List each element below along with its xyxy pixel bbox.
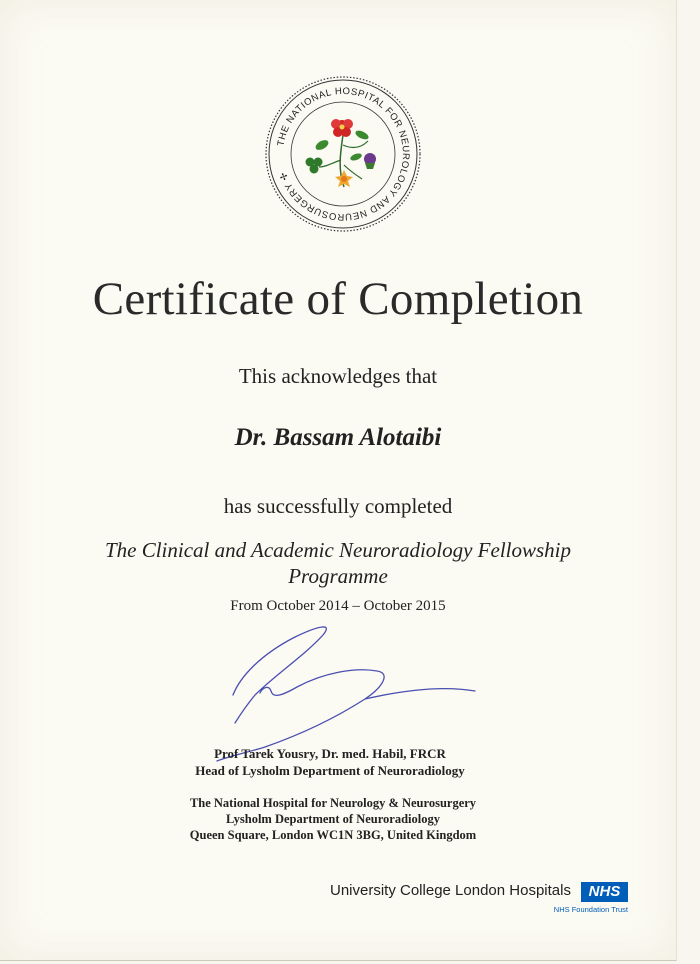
- ucl-hospitals-label: University College London Hospitals: [330, 882, 571, 899]
- programme-name: The Clinical and Academic Neuroradiology Fellowship Programme: [104, 538, 572, 588]
- seal-ring-text: THE NATIONAL HOSPITAL FOR NEUROLOGY AND NEUROSURGERY ✢: [275, 85, 412, 223]
- certificate-title: Certificate of Completion: [92, 273, 584, 325]
- nhs-footer-logo: [330, 880, 630, 920]
- acknowledges-text: This acknowledges that: [238, 364, 438, 388]
- completed-text: has successfully completed: [223, 494, 453, 518]
- hospital-line-1: The National Hospital for Neurology & Neurosurgery: [189, 796, 477, 810]
- hospital-line-3: Queen Square, London WC1N 3BG, United Kingdom: [189, 828, 477, 842]
- handwritten-signature: [205, 615, 495, 765]
- hospital-address: [0, 795, 671, 843]
- signatory-role: Head of Lysholm Department of Neuroradiology: [195, 763, 465, 778]
- svg-text:THE NATIONAL HOSPITAL FOR NEUR: [276, 86, 412, 222]
- hospital-seal-logo: [264, 75, 422, 233]
- recipient-name: Dr. Bassam Alotaibi: [234, 424, 442, 451]
- signatory-block: [0, 745, 668, 779]
- hospital-line-2: Lysholm Department of Neuroradiology: [226, 812, 440, 826]
- foundation-trust-label: NHS Foundation Trust: [553, 905, 628, 914]
- nhs-badge: NHS: [581, 882, 628, 902]
- signatory-name: Prof Tarek Yousry, Dr. med. Habil, FRCR: [214, 746, 446, 761]
- programme-dates: From October 2014 – October 2015: [230, 598, 446, 614]
- flower-emblem-icon: [306, 119, 377, 187]
